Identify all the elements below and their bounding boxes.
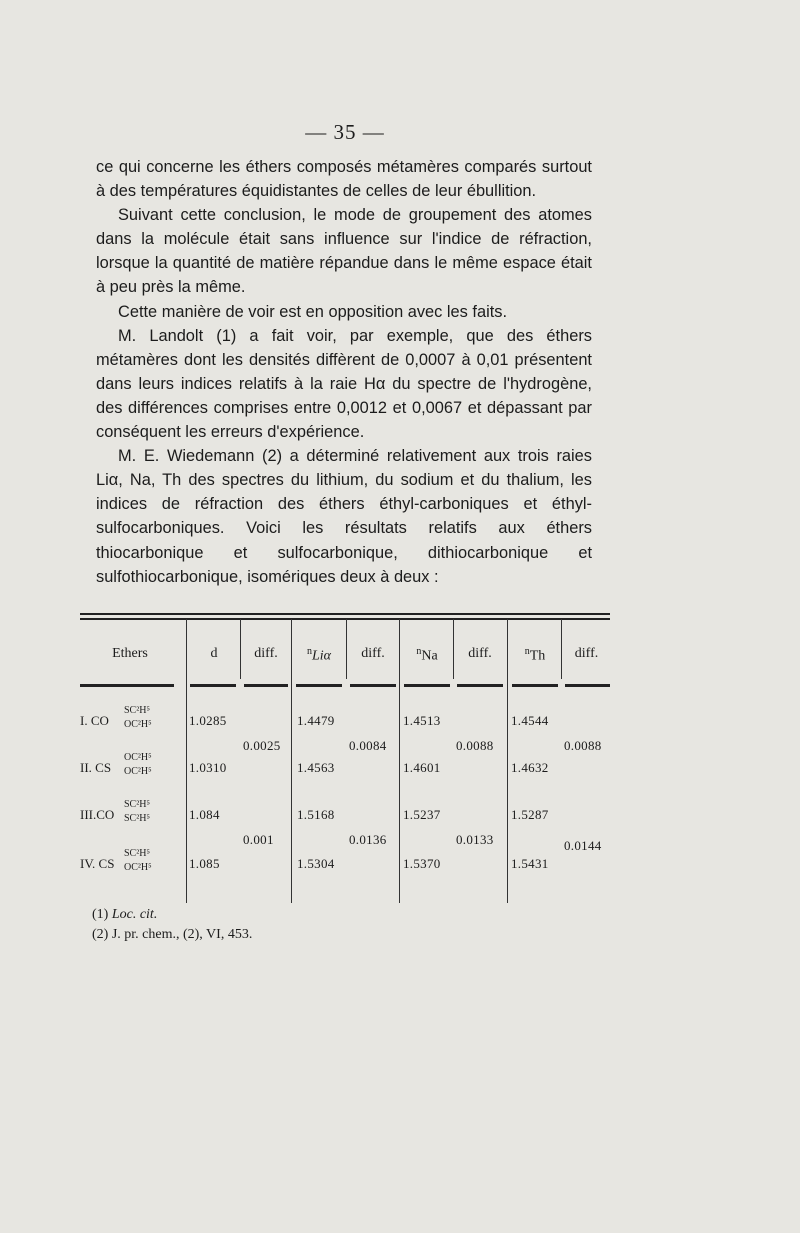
cell-diff-d: 0.001 [243, 832, 274, 847]
formula-ether-3 [80, 799, 184, 829]
footnotes [92, 905, 252, 945]
cell-n-th: 1.5431 [511, 856, 549, 871]
data-table [70, 613, 610, 903]
formula-lower: OC²H⁵ [124, 766, 152, 777]
cell-n-li: 1.5304 [297, 856, 335, 871]
cell-n-th: 1.5287 [511, 807, 549, 822]
cell-n-li: 1.4479 [297, 713, 335, 728]
footnote-2: (2) J. pr. chem., (2), VI, 453. [92, 927, 253, 942]
header-n-na: $^n$Na [416, 646, 438, 664]
header-rule [80, 684, 174, 687]
formula-upper: SC²H⁵ [124, 705, 150, 716]
formula-lower: OC²H⁵ [124, 862, 152, 873]
header-rule [457, 684, 503, 687]
formula-ether-4 [80, 848, 184, 878]
cell-d: 1.084 [189, 807, 220, 822]
formula-upper: SC²H⁵ [124, 799, 150, 810]
formula-root: III.CO [80, 807, 115, 822]
table-top-rule-thin [80, 618, 610, 620]
header-diff: diff. [574, 646, 599, 661]
formula-root: I. CO [80, 713, 109, 728]
formula-upper: OC²H⁵ [124, 752, 152, 763]
header-n-th: $^n$Th [524, 646, 546, 664]
paragraph: M. Landolt (1) a fait voir, par exemple, que des éthers métamères dont les densités diffèrent de 0,0007 à 0,01 présentent dans leurs indices relatifs à la raie Hα du spectre de l'hydrogène, des différences comprises entre 0,0012 et 0,0067 et dépassant par conséquent les erreurs d'expérience. [96, 326, 592, 442]
cell-diff-d: 0.0025 [243, 738, 281, 753]
cell-diff-th: 0.0088 [564, 738, 602, 753]
paragraph: Cette manière de voir est en opposition avec les faits. [118, 302, 508, 321]
cell-n-na: 1.5237 [403, 807, 441, 822]
formula-root: IV. CS [80, 856, 115, 871]
cell-diff-na: 0.0088 [456, 738, 494, 753]
header-rule [190, 684, 236, 687]
header-rule [296, 684, 342, 687]
formula-ether-1 [80, 705, 184, 735]
formula-lower: OC²H⁵ [124, 719, 152, 730]
header-diff: diff. [254, 646, 278, 661]
cell-n-th: 1.4544 [511, 713, 549, 728]
cell-n-na: 1.5370 [403, 856, 441, 871]
paragraph: M. E. Wiedemann (2) a déterminé relativement aux trois raies Liα, Na, Th des spectres du lithium, du sodium et du thalium, les indices de réfraction des éthers éthyl-carboniques et éthyl-sulfocarboniques. Voici les résultats relatifs aux éthers thiocarbonique et sulfocarbonique, dithiocarbonique et sulfothiocarbonique, isomériques deux à deux : [96, 447, 592, 586]
footnote-1: (1) Loc. cit. [92, 907, 158, 922]
formula-upper: SC²H⁵ [124, 848, 150, 859]
formula-root: II. CS [80, 760, 112, 775]
page-number: — 35 — [305, 120, 385, 144]
header-rule [512, 684, 558, 687]
cell-diff-th: 0.0144 [564, 838, 602, 853]
cell-diff-li: 0.0136 [349, 832, 387, 847]
cell-n-na: 1.4601 [403, 760, 441, 775]
header-d: d [210, 646, 218, 661]
cell-n-li: 1.5168 [297, 807, 335, 822]
formula-lower: SC²H⁵ [124, 813, 150, 824]
header-rule [350, 684, 396, 687]
header-rule [244, 684, 288, 687]
cell-diff-na: 0.0133 [456, 832, 494, 847]
cell-diff-li: 0.0084 [349, 738, 387, 753]
cell-d: 1.0310 [189, 760, 227, 775]
paragraph: Suivant cette conclusion, le mode de groupement des atomes dans la molécule était sans influence sur l'indice de réfraction, lorsque la quantité de matière répandue dans le même espace était à peu près la même. [96, 206, 592, 297]
formula-ether-2 [80, 752, 184, 782]
header-n-li: $^n$Liα [306, 646, 332, 664]
table-top-rule [80, 613, 610, 615]
paragraph: ce qui concerne les éthers composés métamères comparés surtout à des températures équidistantes de celles de leur ébullition. [96, 158, 592, 201]
cell-d: 1.0285 [189, 713, 227, 728]
header-rule [565, 684, 610, 687]
header-ethers: Ethers [112, 646, 148, 661]
cell-n-li: 1.4563 [297, 760, 335, 775]
header-rule [404, 684, 450, 687]
cell-n-th: 1.4632 [511, 760, 549, 775]
cell-d: 1.085 [189, 856, 220, 871]
header-diff: diff. [468, 646, 492, 661]
body-text [96, 155, 592, 589]
cell-n-na: 1.4513 [403, 713, 441, 728]
header-diff: diff. [361, 646, 385, 661]
